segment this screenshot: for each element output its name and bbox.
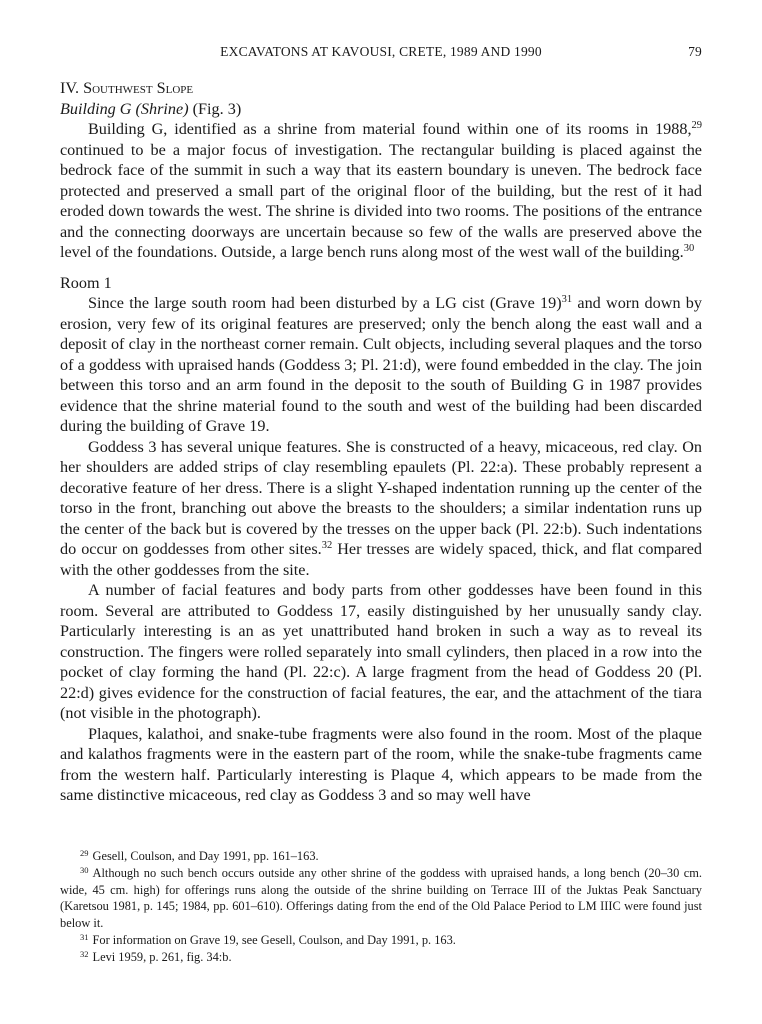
paragraph-facial-features: A number of facial features and body parts from other goddesses have been found in this room. Several are attributed to Goddess 17, easily distinguished by her unusually sandy clay. Particularly interesting is an as yet unattributed hand broken in such a way as to reveal its construction. The fingers were rolled separately into small cylinders, then placed in a row into the pocket of clay forming the hand (Pl. 22:c). A large fragment from the head of Goddess 20 (Pl. 22:d) gives evidence for the construction of facial features, the ear, and the attachment of the tiara (not visible in the photograph). — [60, 581, 702, 722]
paragraph-goddess-3: Goddess 3 has several unique features. She is constructed of a heavy, micaceous, red clay. On her shoulders are added strips of clay resembling epaulets (Pl. 22:a). These probably represent a decorative feature of her dress. There is a slight Y-shaped indentation running up the center of the torso in the front, branching out above the breasts to the shoulders; a similar indentation runs up the center of the back but is covered by the tresses on the upper back (Pl. 22:b). Such indentations do occur on goddesses from other sites.$^{32}$ Her tresses are widely spaced, thick, and flat compared with the other goddesses from the site. — [60, 437, 702, 579]
footnotes — [60, 848, 702, 966]
footnote-ref-32[interactable]: 32 — [321, 540, 333, 551]
section-numeral: IV. — [60, 79, 80, 97]
running-head-title: EXCAVATONS AT KAVOUSI, CRETE, 1989 AND 1990 — [220, 44, 542, 59]
paragraph-building-g: Building G, identified as a shrine from material found within one of its rooms in 1988,29 continued to be a major focus of investigation. The rectangular building is placed against the bedrock face of the summit in such a way that its eastern boundary is uneven. The bedrock face protected and preserved a small part of the original floor of the building, but the rest of it had eroded down towards the west. The shrine is divided into two rooms. The positions of the entrance and the connecting doorways are uncertain because so few of the walls are preserved above the level of the foundations. Outside, a large bench runs along most of the west wall of the building.$^{30}$ — [60, 120, 702, 261]
room-heading: Room 1 — [60, 273, 112, 292]
paragraph-plaques: Plaques, kalathoi, and snake-tube fragments were also found in the room. Most of the plaque and kalathos fragments were in the eastern part of the room, while the snake-tube fragments came from the western half. Particularly interesting is Plaque 4, which appears to be made from the same distinctive micaceous, red clay as Goddess 3 and so may well have — [60, 724, 702, 804]
section-heading — [60, 78, 702, 99]
footnote-30: $^{30}$ Although no such bench occurs outside any other shrine of the goddess with upraised hands, a long bench (20–30 cm. wide, 45 cm. high) for offerings runs along the outside of the shrine building on Terrace III of the Juktas Peak Sanctuary (Karetsou 1981, p. 145; 1984, pp. 601–610). Offerings dating from the end of the Old Palace Period to LM IIIC were found just below it. — [60, 864, 702, 931]
figure-reference: (Fig. 3) — [192, 99, 242, 118]
subsection-title: Building G (Shrine) — [60, 99, 189, 118]
paragraph-room-1: Since the large south room had been disturbed by a LG cist (Grave 19)$^{31}$ and worn down by erosion, very few of its original features are preserved; only the bench along the east wall and a deposit of clay in the northeast corner remain. Cult objects, including several plaques and the torso of a goddess with upraised hands (Goddess 3; Pl. 21:d), were found embedded in the clay. The join between this torso and an arm found in the deposit to the south of Building G in 1987 provides evidence that the shrine material found to the south and west of the building had been discarded during the building of Grave 19. — [60, 294, 702, 435]
page-number: 79 — [688, 44, 702, 59]
subsection-heading — [60, 99, 702, 120]
footnote-ref-31[interactable]: 31 — [561, 294, 573, 305]
footnote-31: $^{31}$ For information on Grave 19, see Gesell, Coulson, and Day 1991, p. 163. — [80, 931, 456, 947]
footnote-ref-30[interactable]: 30 — [683, 243, 695, 254]
article-body — [60, 78, 702, 806]
footnote-ref-29[interactable]: 29 — [691, 120, 702, 131]
section-title: Southwest Slope — [83, 79, 194, 97]
footnote-29: $^{29}$ Gesell, Coulson, and Day 1991, pp. 161–163. — [80, 848, 319, 863]
footnote-32: $^{32}$ Levi 1959, p. 261, fig. 34:b. — [80, 948, 232, 964]
